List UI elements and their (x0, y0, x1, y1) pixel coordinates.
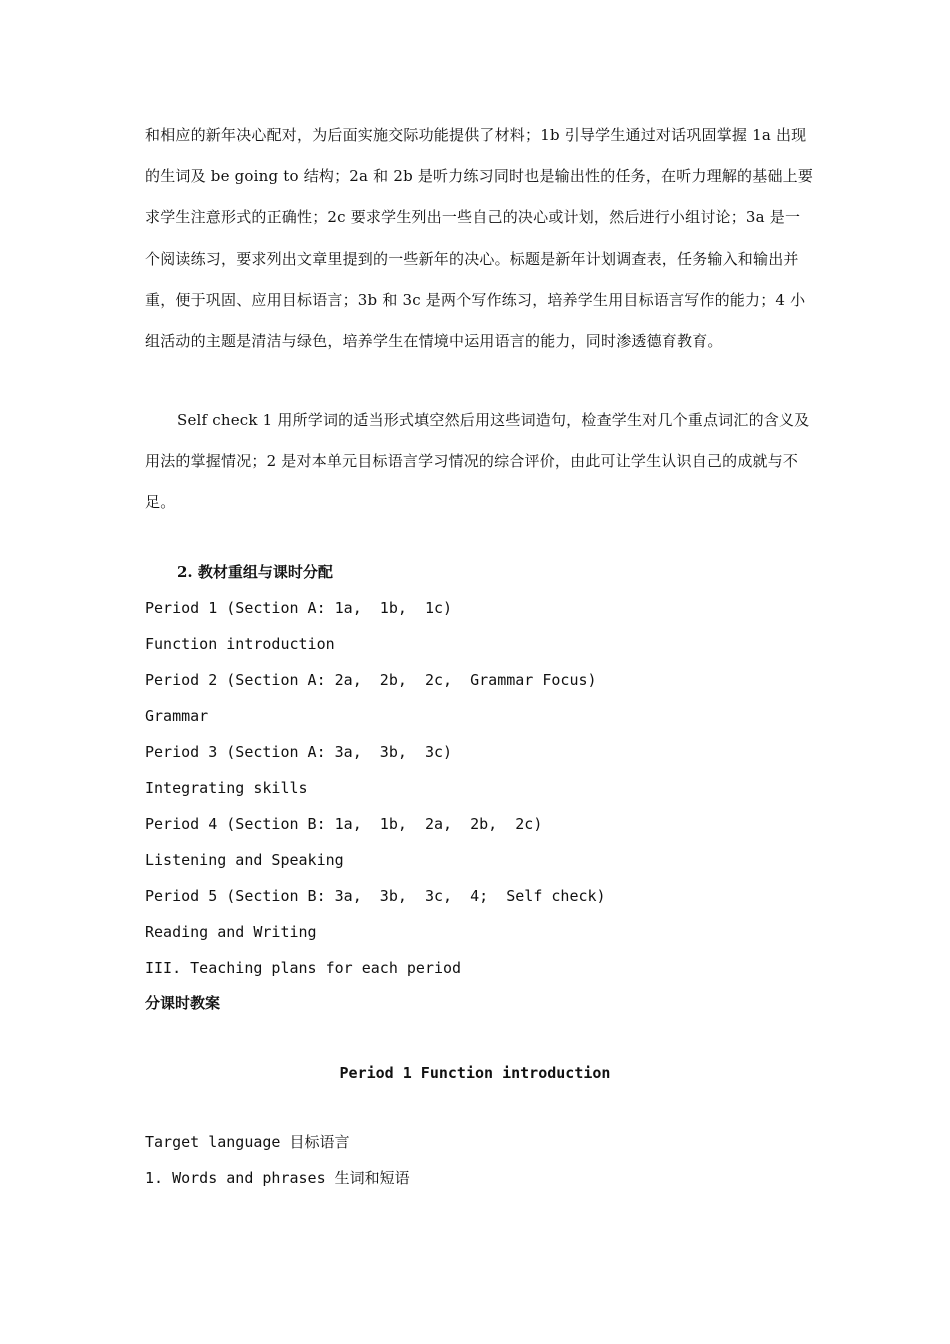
section-heading-2: 2. 教材重组与课时分配 (177, 563, 333, 581)
period-1-focus: Function introduction (145, 635, 335, 653)
period-1-heading: Period 1 Function introduction (339, 1064, 611, 1082)
period-1-title: Period 1 (Section A: 1a, 1b, 1c) (145, 599, 453, 617)
period-5-focus: Reading and Writing (145, 923, 317, 941)
period-4-title: Period 4 (Section B: 1a, 1b, 2a, 2b, 2c) (145, 815, 543, 833)
target-language-line: Target language 目标语言 (145, 1133, 350, 1151)
period-2-title: Period 2 (Section A: 2a, 2b, 2c, Grammar Focus) (145, 671, 597, 689)
period-4-focus: Listening and Speaking (145, 851, 344, 869)
body-paragraph-2: Self check 1 用所学词的适当形式填空然后用这些词造句，检查学生对几个重点词汇的含义及用法的掌握情况；2 是对本单元目标语言学习情况的综合评价，由此可让学生认识自己的成就与不足。 (145, 411, 810, 512)
period-5-title: Period 5 (Section B: 3a, 3b, 3c, 4; Self check) (145, 887, 606, 905)
period-2-focus: Grammar (145, 707, 209, 725)
period-3-title: Period 3 (Section A: 3a, 3b, 3c) (145, 743, 453, 761)
section-heading-3: 分课时教案 (145, 994, 221, 1012)
section-3-line: III. Teaching plans for each period (145, 959, 462, 977)
period-3-focus: Integrating skills (145, 779, 308, 797)
body-paragraph-1: 和相应的新年决心配对，为后面实施交际功能提供了材料；1b 引导学生通过对话巩固掌握 1a 出现的生词及 be going to 结构；2a 和 2b 是听力练习同时也是输出性的任务，在听力理解的基础上要求学生注意形式的正确性；2c 要求学生列出一些自己的决心或计划，然后进行小组讨论；3a 是一个阅读练习，要求列出文章里提到的一些新年的决心。标题是新年计划调查表，任务输入和输出并重，便于巩固、应用目标语言；3b 和 3c 是两个写作练习，培养学生用目标语言写作的能力；4 小组活动的主题是清洁与绿色，培养学生在情境中运用语言的能力，同时渗透德育教育。 (145, 126, 814, 351)
words-phrases-line: 1. Words and phrases 生词和短语 (145, 1169, 410, 1187)
